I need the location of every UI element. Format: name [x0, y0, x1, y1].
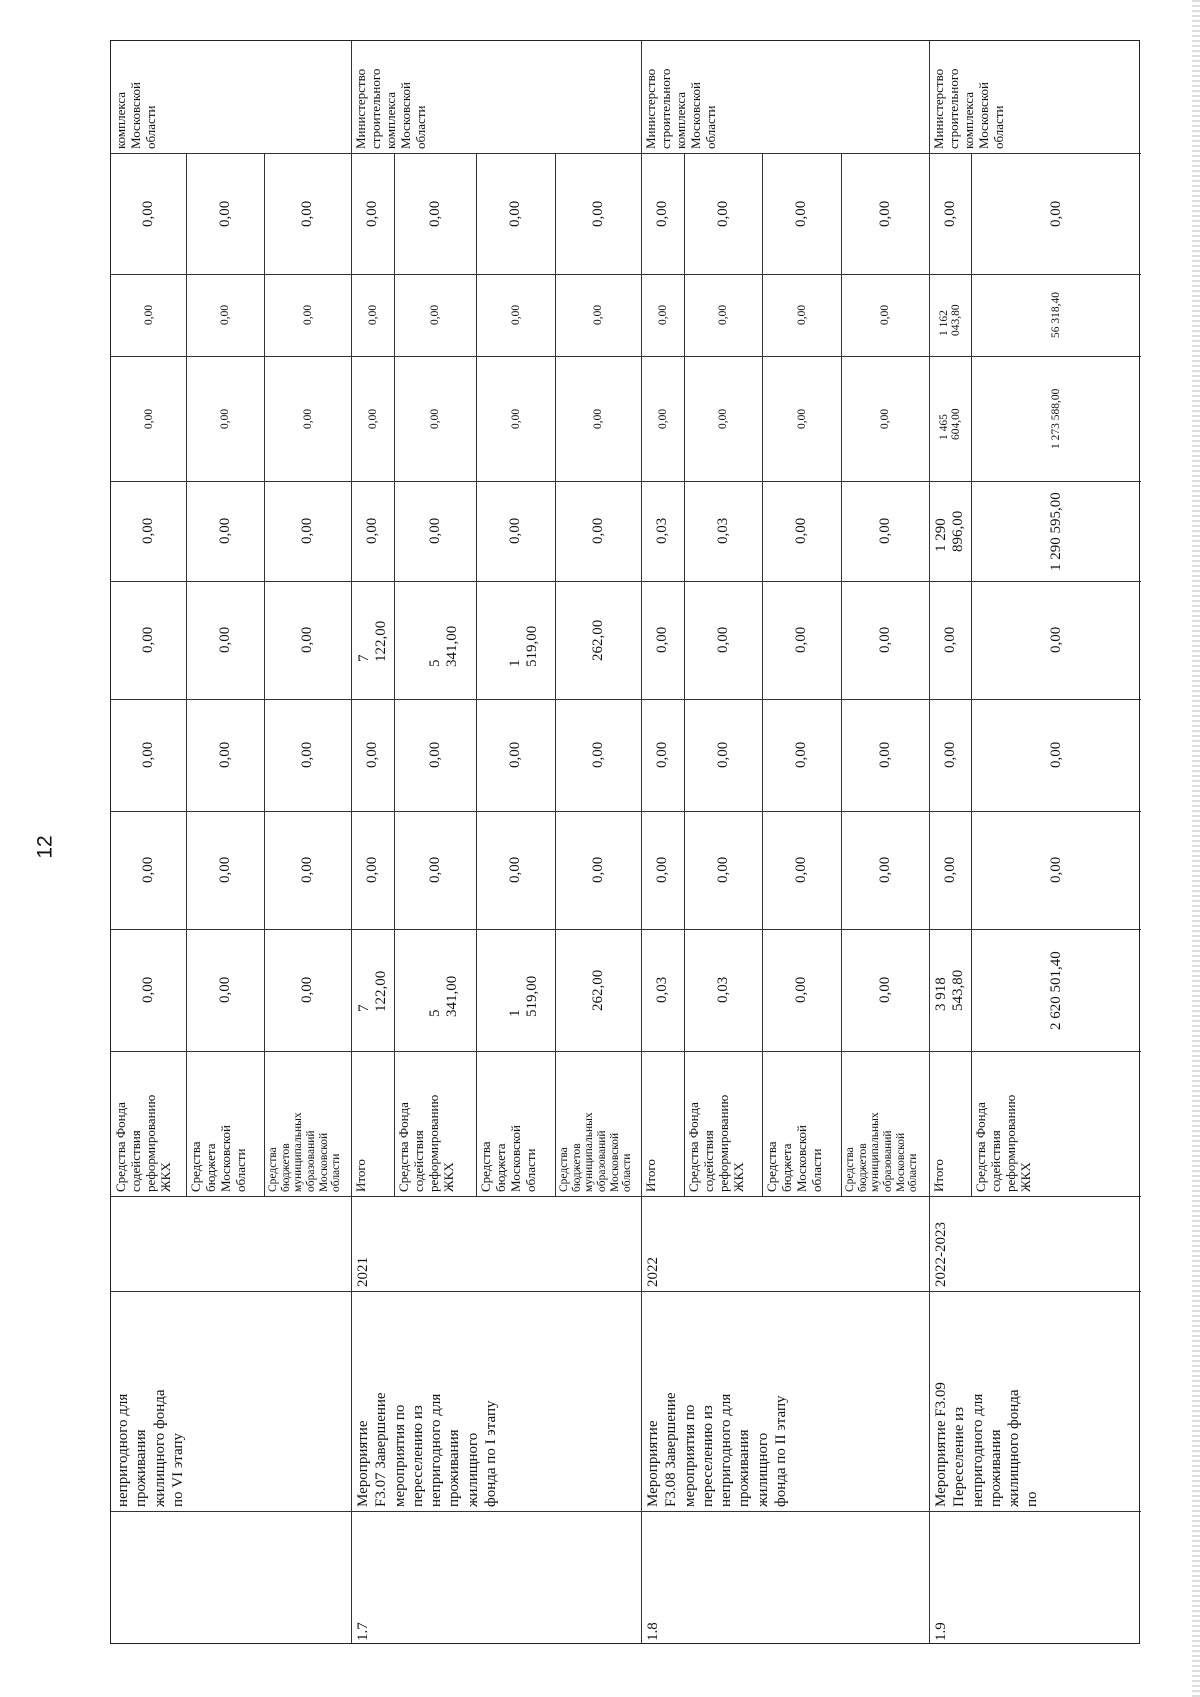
amount-cell-text: 0,03 — [714, 517, 731, 544]
amount-cell — [841, 153, 929, 274]
amount-cell — [351, 153, 394, 274]
section-name — [929, 1291, 1141, 1511]
amount-cell — [351, 811, 394, 929]
section-number-text: 1.9 — [933, 1622, 949, 1641]
amount-cell-text: 0,00 — [714, 741, 731, 768]
section-years-text: 2021 — [355, 1257, 371, 1287]
funding-source — [641, 1051, 684, 1196]
amount-cell — [762, 153, 841, 274]
amount-cell-text: 0,00 — [366, 408, 379, 429]
amount-cell-text: 0,00 — [142, 304, 155, 325]
amount-cell — [971, 699, 1141, 811]
section-name — [111, 1291, 351, 1511]
responsible-executor-text: Министерство строительного комплекса Московской области — [643, 68, 718, 149]
amount-cell — [111, 153, 186, 274]
amount-cell-text: 0,00 — [589, 517, 606, 544]
amount-cell — [476, 153, 555, 274]
amount-cell — [111, 811, 186, 929]
section-years — [111, 1196, 351, 1291]
amount-cell-text: 0,00 — [216, 856, 233, 883]
amount-cell — [476, 581, 555, 699]
amount-cell — [641, 581, 684, 699]
amount-cell-text: 0,00 — [654, 741, 670, 768]
amount-cell-text: 0,00 — [876, 517, 893, 544]
amount-cell-text: 0,00 — [509, 408, 522, 429]
amount-cell-text: 1 162 043,80 — [938, 304, 962, 336]
amount-cell-text: 2 620 501,40 — [1047, 950, 1064, 1030]
responsible-executor-text: Министерство строительного комплекса Московской области — [353, 68, 428, 149]
funding-source — [476, 1051, 555, 1196]
amount-cell — [555, 699, 641, 811]
amount-cell-text: 0,00 — [589, 741, 606, 768]
section-name-text: Мероприятие F3.07 Завершение мероприятия по переселению из непригодного для проживания жилищного фонда по I этапу — [355, 1392, 500, 1507]
amount-cell-text: 0,00 — [941, 856, 958, 883]
amount-cell — [555, 581, 641, 699]
amount-cell-text: 0,00 — [654, 856, 670, 883]
amount-cell-text: 0,00 — [793, 517, 809, 544]
amount-cell-text: 0,00 — [140, 517, 156, 544]
amount-cell — [111, 699, 186, 811]
amount-cell — [929, 481, 971, 581]
amount-cell-text: 0,00 — [656, 304, 669, 325]
amount-cell-text: 0,00 — [426, 200, 443, 227]
funding-source — [555, 1051, 641, 1196]
funding-source-text: Средства бюджета Московской области — [188, 1125, 248, 1192]
amount-cell — [394, 581, 476, 699]
amount-cell-text: 0,03 — [654, 517, 670, 544]
amount-cell — [929, 581, 971, 699]
amount-cell-text: 1 519,00 — [507, 625, 540, 667]
amount-cell-text: 0,00 — [299, 741, 315, 768]
amount-cell — [762, 274, 841, 356]
amount-cell — [264, 481, 351, 581]
funding-source — [186, 1051, 264, 1196]
amount-cell — [555, 811, 641, 929]
scan-edge — [1192, 0, 1200, 1697]
amount-cell-text: 0,00 — [140, 741, 156, 768]
amount-cell-text: 0,00 — [876, 626, 893, 653]
amount-cell-text: 0,00 — [717, 408, 729, 429]
amount-cell-text: 0,00 — [941, 200, 958, 227]
funding-source — [971, 1051, 1141, 1196]
amount-cell-text: 0,00 — [714, 200, 731, 227]
amount-cell — [264, 153, 351, 274]
amount-cell — [264, 274, 351, 356]
amount-cell — [971, 274, 1141, 356]
amount-cell-text: 0,00 — [219, 408, 231, 429]
amount-cell-text: 56 318,40 — [1050, 292, 1062, 338]
amount-cell — [971, 356, 1141, 481]
amount-cell-text: 0,00 — [654, 200, 670, 227]
amount-cell-text: 0,00 — [216, 200, 233, 227]
amount-cell — [684, 274, 762, 356]
amount-cell — [841, 929, 929, 1051]
amount-cell — [264, 699, 351, 811]
amount-cell — [264, 811, 351, 929]
funding-source — [111, 1051, 186, 1196]
funding-source-text: Средства бюджетов муниципальных образований Московской области — [558, 1112, 634, 1192]
amount-cell — [111, 929, 186, 1051]
amount-cell — [186, 481, 264, 581]
amount-cell-text: 0,00 — [507, 741, 523, 768]
amount-cell — [929, 153, 971, 274]
amount-cell — [186, 699, 264, 811]
section-name-text: непригодного для проживания жилищного фонда по VI этапу — [115, 1389, 186, 1507]
amount-cell-text: 0,00 — [941, 741, 958, 768]
responsible-executor-text: комплекса Московской области — [113, 82, 158, 149]
amount-cell — [762, 929, 841, 1051]
funding-source — [684, 1051, 762, 1196]
amount-cell-text: 262,00 — [589, 969, 606, 1011]
amount-cell — [762, 581, 841, 699]
amount-cell — [186, 581, 264, 699]
amount-cell — [394, 811, 476, 929]
amount-cell — [684, 356, 762, 481]
amount-cell-text: 0,00 — [364, 517, 380, 544]
amount-cell — [476, 811, 555, 929]
budget-table — [110, 40, 1140, 1644]
amount-cell-text: 0,00 — [941, 626, 958, 653]
amount-cell — [555, 481, 641, 581]
amount-cell-text: 0,00 — [656, 408, 669, 429]
section-years-text: 2022-2023 — [933, 1222, 949, 1287]
amount-cell-text: 0,00 — [509, 304, 522, 325]
amount-cell-text: 0,00 — [592, 408, 604, 429]
amount-cell — [971, 153, 1141, 274]
amount-cell — [351, 699, 394, 811]
amount-cell-text: 1 519,00 — [507, 975, 540, 1017]
amount-cell — [111, 356, 186, 481]
amount-cell — [186, 153, 264, 274]
amount-cell — [264, 929, 351, 1051]
amount-cell — [929, 929, 971, 1051]
amount-cell — [684, 699, 762, 811]
responsible-executor — [929, 41, 1141, 153]
amount-cell — [351, 581, 394, 699]
amount-cell-text: 0,00 — [364, 200, 380, 227]
amount-cell-text: 0,00 — [507, 517, 523, 544]
amount-cell-text: 0,00 — [793, 976, 809, 1003]
amount-cell — [971, 581, 1141, 699]
amount-cell — [929, 274, 971, 356]
amount-cell — [684, 153, 762, 274]
funding-source-text: Средства Фонда содействия реформированию ЖКХ — [113, 1094, 173, 1192]
amount-cell-text: 0,03 — [714, 976, 731, 1003]
section-name-text: Мероприятие F3.09 Переселение из непригодного для проживания жилищного фонда по — [933, 1382, 1041, 1507]
section-years — [929, 1196, 1141, 1291]
amount-cell-text: 0,00 — [714, 626, 731, 653]
amount-cell-text: 0,00 — [142, 408, 155, 429]
funding-source-text: Средства бюджета Московской области — [478, 1125, 538, 1192]
funding-source-text: Итого — [353, 1159, 368, 1192]
amount-cell — [641, 811, 684, 929]
funding-source — [841, 1051, 929, 1196]
amount-cell — [841, 274, 929, 356]
amount-cell — [264, 356, 351, 481]
amount-cell — [684, 481, 762, 581]
amount-cell-text: 0,00 — [299, 200, 315, 227]
amount-cell-text: 0,00 — [140, 200, 156, 227]
amount-cell — [555, 274, 641, 356]
amount-cell-text: 0,00 — [216, 626, 233, 653]
amount-cell-text: 1 290 896,00 — [933, 510, 966, 552]
amount-cell-text: 0,00 — [592, 304, 604, 325]
amount-cell — [841, 581, 929, 699]
amount-cell — [641, 929, 684, 1051]
amount-cell — [641, 153, 684, 274]
amount-cell-text: 0,00 — [140, 626, 156, 653]
amount-cell-text: 0,00 — [426, 517, 443, 544]
amount-cell — [641, 274, 684, 356]
amount-cell-text: 0,00 — [714, 856, 731, 883]
amount-cell — [186, 929, 264, 1051]
amount-cell — [351, 929, 394, 1051]
amount-cell — [351, 481, 394, 581]
amount-cell-text: 0,00 — [654, 626, 670, 653]
amount-cell-text: 0,00 — [507, 856, 523, 883]
amount-cell-text: 0,00 — [879, 408, 891, 429]
amount-cell-text: 5 341,00 — [426, 625, 460, 667]
section-number — [111, 1511, 351, 1645]
section-name-text: Мероприятие F3.08 Завершение мероприятия по переселению из непригодного для проживания жилищного фонда по II этапу — [645, 1392, 790, 1507]
funding-source — [762, 1051, 841, 1196]
amount-cell — [476, 274, 555, 356]
amount-cell-text: 0,00 — [876, 200, 893, 227]
amount-cell-text: 0,00 — [589, 200, 606, 227]
amount-cell — [971, 481, 1141, 581]
amount-cell — [476, 356, 555, 481]
amount-cell-text: 0,00 — [876, 856, 893, 883]
amount-cell-text: 0,00 — [299, 856, 315, 883]
amount-cell — [555, 929, 641, 1051]
funding-source — [264, 1051, 351, 1196]
amount-cell-text: 0,00 — [793, 626, 809, 653]
funding-source-text: Итого — [931, 1159, 946, 1192]
amount-cell-text: 1 465 604,00 — [938, 407, 962, 440]
amount-cell-text: 0,00 — [795, 304, 808, 325]
section-name — [641, 1291, 929, 1511]
amount-cell — [555, 153, 641, 274]
amount-cell-text: 0,00 — [1047, 200, 1064, 227]
amount-cell-text: 0,00 — [879, 304, 891, 325]
amount-cell-text: 0,00 — [1047, 856, 1064, 883]
section-years — [351, 1196, 641, 1291]
amount-cell-text: 0,00 — [429, 408, 441, 429]
funding-source — [929, 1051, 971, 1196]
amount-cell — [762, 811, 841, 929]
section-name — [351, 1291, 641, 1511]
amount-cell-text: 0,00 — [216, 517, 233, 544]
amount-cell-text: 0,00 — [429, 304, 441, 325]
amount-cell-text: 0,00 — [366, 304, 379, 325]
amount-cell-text: 3 918 543,80 — [933, 969, 966, 1011]
amount-cell-text: 7 122,00 — [355, 620, 389, 662]
amount-cell-text: 0,00 — [426, 856, 443, 883]
funding-source-text: Средства бюджета Московской области — [764, 1125, 824, 1192]
amount-cell — [684, 581, 762, 699]
funding-source-text: Итого — [643, 1159, 658, 1192]
amount-cell — [929, 356, 971, 481]
funding-source — [394, 1051, 476, 1196]
amount-cell — [684, 929, 762, 1051]
amount-cell-text: 0,00 — [299, 517, 315, 544]
page-number: 12 — [33, 835, 57, 859]
amount-cell-text: 0,00 — [717, 304, 729, 325]
amount-cell-text: 7 122,00 — [355, 970, 389, 1012]
amount-cell-text: 0,00 — [301, 304, 314, 325]
amount-cell — [684, 811, 762, 929]
amount-cell-text: 0,00 — [589, 856, 606, 883]
amount-cell — [971, 929, 1141, 1051]
amount-cell-text: 0,03 — [654, 976, 670, 1003]
amount-cell — [111, 274, 186, 356]
amount-cell — [762, 481, 841, 581]
funding-source-text: Средства бюджетов муниципальных образований Московской области — [267, 1112, 343, 1192]
amount-cell-text: 262,00 — [589, 619, 606, 661]
amount-cell — [841, 811, 929, 929]
funding-source — [351, 1051, 394, 1196]
section-number — [351, 1511, 641, 1645]
amount-cell — [351, 274, 394, 356]
funding-source-text: Средства бюджетов муниципальных образований Московской области — [844, 1112, 920, 1192]
funding-source-text: Средства Фонда содействия реформированию ЖКХ — [686, 1094, 746, 1192]
section-years-text: 2022 — [645, 1257, 661, 1287]
amount-cell — [186, 811, 264, 929]
amount-cell — [929, 811, 971, 929]
amount-cell — [841, 356, 929, 481]
amount-cell — [641, 481, 684, 581]
section-number — [929, 1511, 1141, 1645]
amount-cell-text: 0,00 — [219, 304, 231, 325]
responsible-executor-text: Министерство строительного комплекса Московской области — [931, 68, 1006, 149]
amount-cell — [555, 356, 641, 481]
responsible-executor — [351, 41, 641, 153]
amount-cell-text: 0,00 — [426, 741, 443, 768]
amount-cell-text: 0,00 — [1047, 741, 1064, 768]
amount-cell — [111, 481, 186, 581]
amount-cell-text: 1 290 595,00 — [1047, 491, 1064, 571]
amount-cell — [476, 929, 555, 1051]
amount-cell-text: 0,00 — [876, 741, 893, 768]
amount-cell — [762, 699, 841, 811]
amount-cell — [111, 581, 186, 699]
responsible-executor — [641, 41, 929, 153]
amount-cell-text: 0,00 — [364, 741, 380, 768]
amount-cell-text: 0,00 — [876, 976, 893, 1003]
section-number-text: 1.8 — [645, 1622, 661, 1641]
amount-cell-text: 0,00 — [793, 741, 809, 768]
amount-cell — [264, 581, 351, 699]
amount-cell — [394, 929, 476, 1051]
section-years — [641, 1196, 929, 1291]
amount-cell — [762, 356, 841, 481]
amount-cell-text: 0,00 — [216, 741, 233, 768]
responsible-executor — [111, 41, 351, 153]
amount-cell — [971, 811, 1141, 929]
amount-cell-text: 0,00 — [1047, 626, 1064, 653]
amount-cell-text: 0,00 — [216, 976, 233, 1003]
amount-cell-text: 0,00 — [793, 856, 809, 883]
amount-cell — [394, 481, 476, 581]
funding-source-text: Средства Фонда содействия реформированию ЖКХ — [973, 1094, 1033, 1192]
amount-cell-text: 0,00 — [793, 200, 809, 227]
amount-cell-text: 0,00 — [795, 408, 808, 429]
amount-cell-text: 5 341,00 — [426, 975, 460, 1017]
amount-cell — [841, 699, 929, 811]
amount-cell — [351, 356, 394, 481]
amount-cell-text: 1 273 588,00 — [1050, 388, 1062, 449]
amount-cell — [841, 481, 929, 581]
amount-cell-text: 0,00 — [364, 856, 380, 883]
amount-cell-text: 0,00 — [299, 626, 315, 653]
section-number — [641, 1511, 929, 1645]
amount-cell — [394, 153, 476, 274]
funding-source-text: Средства Фонда содействия реформированию ЖКХ — [396, 1094, 456, 1192]
amount-cell — [394, 274, 476, 356]
amount-cell — [476, 481, 555, 581]
amount-cell — [186, 356, 264, 481]
amount-cell-text: 0,00 — [299, 976, 315, 1003]
amount-cell-text: 0,00 — [301, 408, 314, 429]
amount-cell — [476, 699, 555, 811]
amount-cell — [394, 356, 476, 481]
amount-cell — [394, 699, 476, 811]
amount-cell — [641, 699, 684, 811]
amount-cell — [186, 274, 264, 356]
amount-cell — [641, 356, 684, 481]
amount-cell-text: 0,00 — [507, 200, 523, 227]
amount-cell-text: 0,00 — [140, 856, 156, 883]
amount-cell — [929, 699, 971, 811]
amount-cell-text: 0,00 — [140, 976, 156, 1003]
section-number-text: 1.7 — [355, 1622, 371, 1641]
